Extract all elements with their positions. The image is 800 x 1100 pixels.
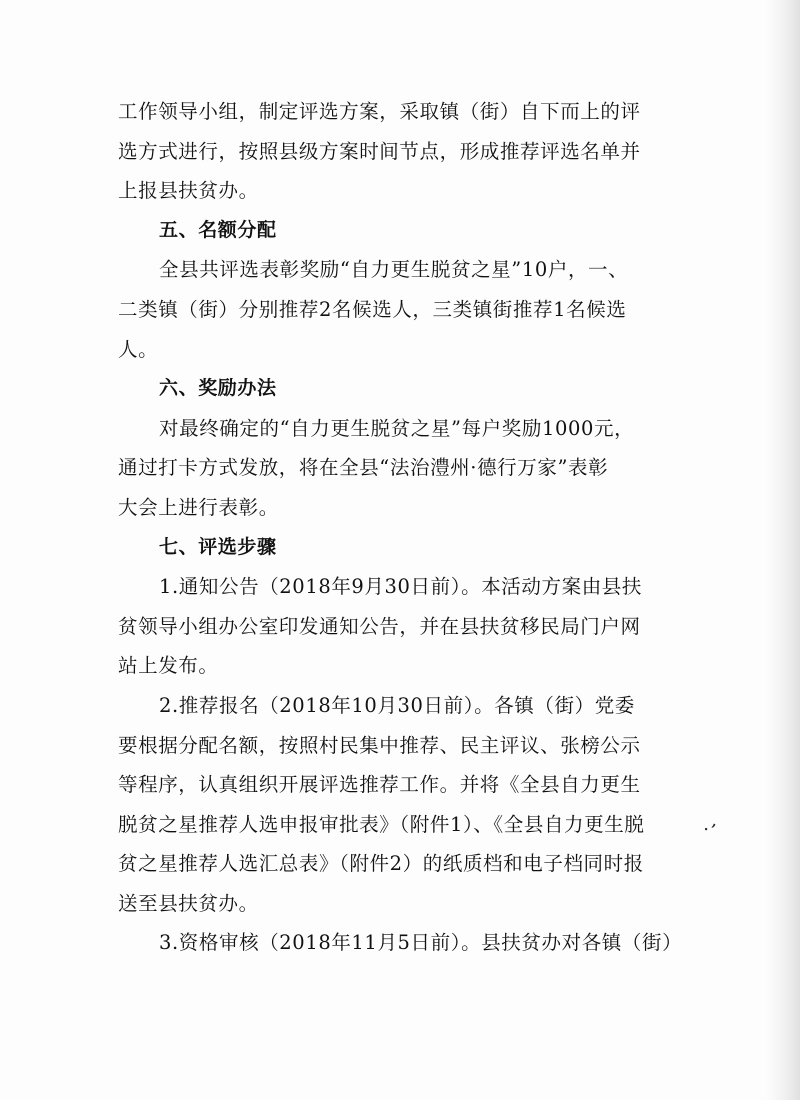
text-line: 脱贫之星推荐人选申报审批表》（附件1）、《全县自力更生脱 — [118, 812, 645, 836]
text-line: 贫之星推荐人选汇总表》（附件2）的纸质档和电子档同时报 — [118, 852, 644, 876]
section-heading: 七、评选步骤 — [159, 535, 277, 558]
page-edge-shadow — [766, 0, 800, 1100]
text-line: 3.资格审核（2018年11月5日前）。县扶贫办对各镇（街） — [159, 931, 683, 955]
text-line: 对最终确定的“自力更生脱贫之星”每户奖励1000元， — [159, 416, 635, 440]
scan-speck: ·ʼ — [700, 818, 717, 843]
text-line: 等程序，认真组织开展评选推荐工作。并将《全县自力更生 — [118, 773, 641, 797]
text-line: 要根据分配名额，按照村民集中推荐、民主评议、张榜公示 — [118, 733, 641, 757]
text-line: 1.通知公告（2018年9月30日前）。本活动方案由县扶 — [159, 575, 643, 599]
text-line: 工作领导小组，制定评选方案，采取镇（街）自下而上的评 — [118, 100, 641, 123]
section-heading: 六、奖励办法 — [159, 377, 277, 400]
document-body — [118, 92, 683, 963]
section-heading: 五、名额分配 — [159, 218, 277, 241]
text-line: 全县共评选表彰奖励“自力更生脱贫之星”10户，一、 — [159, 258, 629, 282]
text-line: 站上发布。 — [118, 654, 219, 678]
text-line: 二类镇（街）分别推荐2名候选人，三类镇街推荐1名候选 — [118, 297, 627, 321]
text-line: 选方式进行，按照县级方案时间节点，形成推荐评选名单并 — [118, 139, 641, 163]
text-line: 贫领导小组办公室印发通知公告，并在县扶贫移民局门户网 — [118, 614, 641, 638]
text-line: 通过打卡方式发放，将在全县“法治澧州·德行万家”表彰 — [118, 456, 609, 480]
text-line: 2.推荐报名（2018年10月30日前）。各镇（街）党委 — [159, 693, 635, 717]
text-line: 人。 — [118, 337, 159, 361]
text-line: 送至县扶贫办。 — [118, 891, 259, 915]
text-line: 大会上进行表彰。 — [118, 495, 279, 519]
text-line: 上报县扶贫办。 — [118, 179, 259, 203]
